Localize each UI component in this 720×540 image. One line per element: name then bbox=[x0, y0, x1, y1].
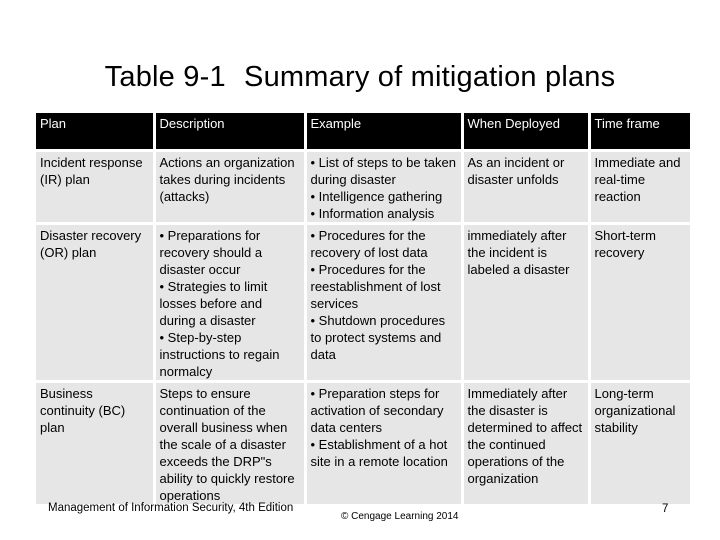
cell-time-frame bbox=[589, 151, 690, 224]
cell-text: • Establishment of a hot site in a remote location bbox=[310, 437, 448, 469]
cell-text: • Preparations for recovery should a disaster occur bbox=[159, 228, 263, 277]
table-caption: Summary of mitigation plans bbox=[244, 61, 616, 93]
table-number: Table 9-1 bbox=[104, 61, 226, 93]
cell-when-deployed bbox=[462, 224, 589, 382]
cell-text: Business continuity (BC) plan bbox=[40, 386, 126, 435]
cell-text: Immediate and real-time reaction bbox=[594, 155, 681, 204]
table-row bbox=[36, 224, 690, 382]
cell-text: • Strategies to limit losses before and during a disaster bbox=[159, 279, 268, 328]
mitigation-plans-table bbox=[36, 113, 690, 504]
cell-description bbox=[154, 151, 305, 224]
slide-title bbox=[0, 57, 720, 97]
cell-text: Incident response (IR) plan bbox=[40, 155, 143, 187]
cell-text: • Information analysis bbox=[310, 206, 435, 221]
cell-when-deployed bbox=[462, 151, 589, 224]
table-row bbox=[36, 151, 690, 224]
column-header-example: Example bbox=[305, 113, 462, 151]
cell-plan bbox=[36, 151, 154, 224]
cell-text: • Step-by-step instructions to regain normalcy bbox=[159, 330, 280, 379]
cell-description bbox=[154, 382, 305, 505]
column-header-time-frame: Time frame bbox=[589, 113, 690, 151]
cell-example bbox=[305, 224, 462, 382]
page-number: 7 bbox=[662, 503, 669, 515]
cell-text: immediately after the incident is labeled a disaster bbox=[467, 228, 570, 277]
cell-example bbox=[305, 151, 462, 224]
cell-text: • Shutdown procedures to protect systems and data bbox=[310, 313, 446, 362]
footer-source: Management of Information Security, 4th Edition bbox=[48, 502, 294, 514]
cell-text: Long-term organizational stability bbox=[594, 386, 676, 435]
cell-text: Immediately after the disaster is determined to affect the continued operations of the organization bbox=[467, 386, 583, 486]
table-header-row bbox=[36, 113, 690, 151]
cell-text: Actions an organization takes during incidents (attacks) bbox=[159, 155, 295, 204]
cell-text: • List of steps to be taken during disaster bbox=[310, 155, 456, 187]
column-header-plan: Plan bbox=[36, 113, 154, 151]
cell-text: • Intelligence gathering bbox=[310, 189, 443, 204]
cell-time-frame bbox=[589, 382, 690, 505]
cell-plan bbox=[36, 382, 154, 505]
cell-plan bbox=[36, 224, 154, 382]
column-header-when-deployed: When Deployed bbox=[462, 113, 589, 151]
table-row bbox=[36, 382, 690, 505]
mitigation-table-container bbox=[36, 113, 690, 504]
column-header-description: Description bbox=[154, 113, 305, 151]
cell-description bbox=[154, 224, 305, 382]
cell-text: Short-term recovery bbox=[594, 228, 656, 260]
footer-copyright: © Cengage Learning 2014 bbox=[341, 511, 459, 522]
table-body bbox=[36, 151, 690, 505]
cell-text: • Preparation steps for activation of secondary data centers bbox=[310, 386, 444, 435]
cell-when-deployed bbox=[462, 382, 589, 505]
cell-text: Disaster recovery (OR) plan bbox=[40, 228, 142, 260]
cell-time-frame bbox=[589, 224, 690, 382]
cell-text: Steps to ensure continuation of the overall business when the scale of a disaster exceeds the DRP"s ability to quickly restore operations bbox=[159, 386, 295, 503]
cell-text: As an incident or disaster unfolds bbox=[467, 155, 565, 187]
cell-text: • Procedures for the recovery of lost data bbox=[310, 228, 428, 260]
cell-example bbox=[305, 382, 462, 505]
cell-text: • Procedures for the reestablishment of lost services bbox=[310, 262, 441, 311]
